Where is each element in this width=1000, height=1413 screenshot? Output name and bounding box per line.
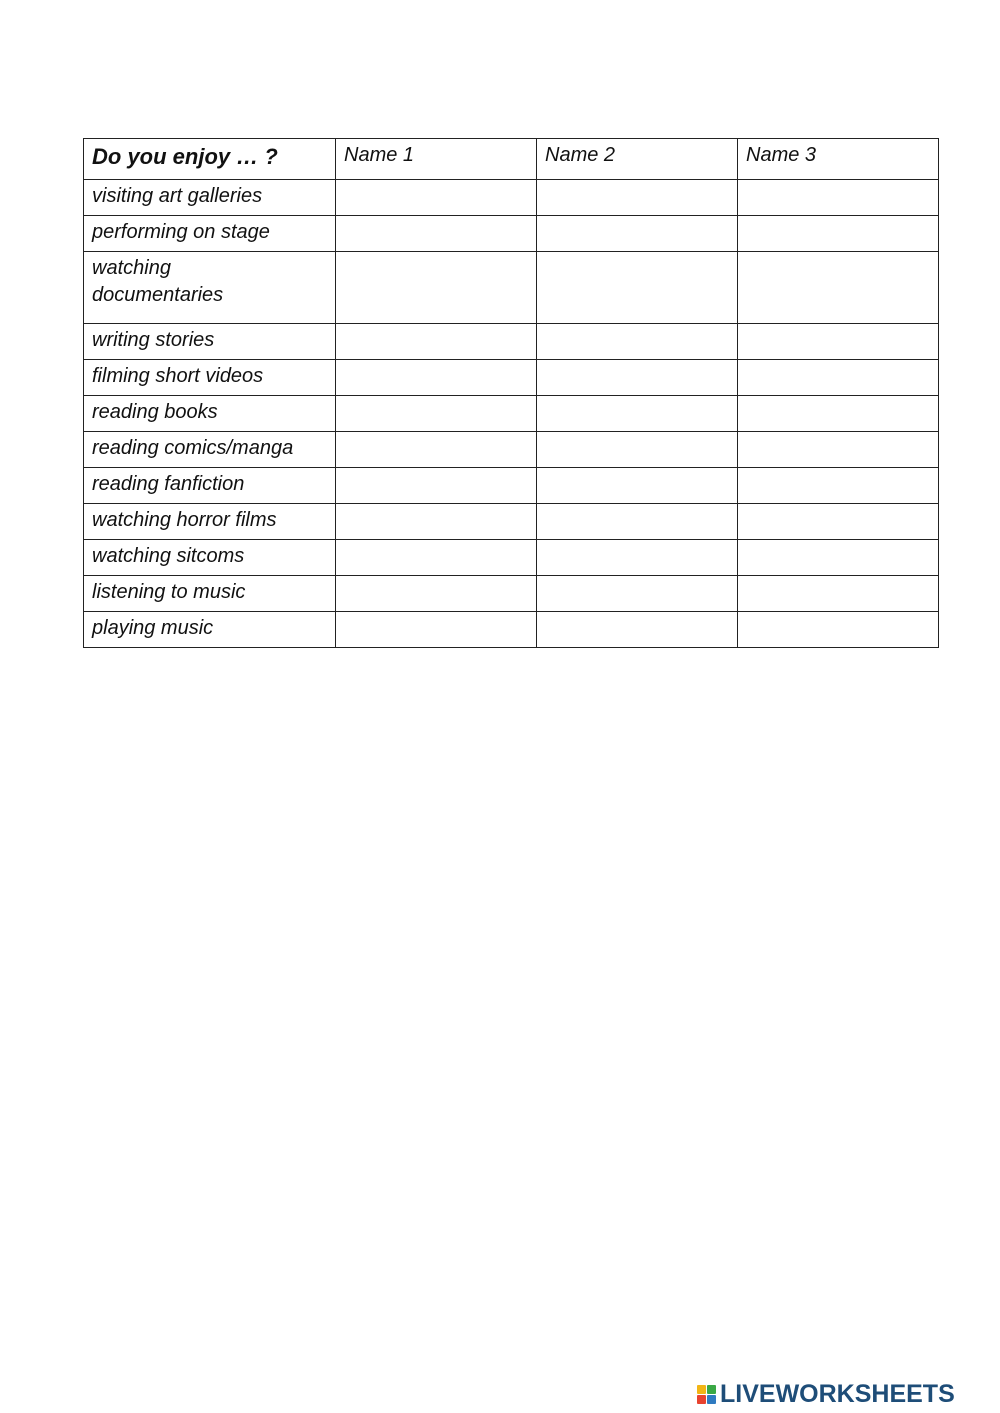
activity-cell: watching horror films — [84, 504, 336, 540]
answer-cell-name-3[interactable] — [738, 396, 939, 432]
activity-cell: performing on stage — [84, 216, 336, 252]
answer-cell-name-3[interactable] — [738, 612, 939, 648]
survey-table — [83, 138, 939, 648]
table-row — [84, 612, 939, 648]
table-row — [84, 576, 939, 612]
name-2-header: Name 2 — [537, 139, 738, 180]
table-row — [84, 540, 939, 576]
answer-cell-name-3[interactable] — [738, 324, 939, 360]
activity-cell: reading comics/manga — [84, 432, 336, 468]
answer-cell-name-2[interactable] — [537, 360, 738, 396]
answer-cell-name-1[interactable] — [336, 432, 537, 468]
answer-cell-name-3[interactable] — [738, 432, 939, 468]
table-row — [84, 468, 939, 504]
answer-cell-name-3[interactable] — [738, 252, 939, 324]
liveworksheets-logo-icon — [697, 1385, 716, 1404]
answer-cell-name-1[interactable] — [336, 612, 537, 648]
answer-cell-name-1[interactable] — [336, 324, 537, 360]
answer-cell-name-2[interactable] — [537, 180, 738, 216]
activity-cell: reading fanfiction — [84, 468, 336, 504]
table-row — [84, 252, 939, 324]
answer-cell-name-1[interactable] — [336, 360, 537, 396]
answer-cell-name-1[interactable] — [336, 216, 537, 252]
table-row — [84, 504, 939, 540]
answer-cell-name-3[interactable] — [738, 216, 939, 252]
activity-cell: writing stories — [84, 324, 336, 360]
activity-cell: listening to music — [84, 576, 336, 612]
header-row — [84, 139, 939, 180]
table-row — [84, 360, 939, 396]
activity-cell: visiting art galleries — [84, 180, 336, 216]
answer-cell-name-3[interactable] — [738, 576, 939, 612]
answer-cell-name-1[interactable] — [336, 396, 537, 432]
answer-cell-name-3[interactable] — [738, 540, 939, 576]
logo-text: LIVEWORKSHEETS — [720, 1379, 955, 1408]
answer-cell-name-1[interactable] — [336, 540, 537, 576]
answer-cell-name-1[interactable] — [336, 252, 537, 324]
answer-cell-name-1[interactable] — [336, 504, 537, 540]
question-header: Do you enjoy … ? — [84, 139, 336, 180]
name-3-header: Name 3 — [738, 139, 939, 180]
answer-cell-name-2[interactable] — [537, 432, 738, 468]
activity-cell: reading books — [84, 396, 336, 432]
answer-cell-name-2[interactable] — [537, 252, 738, 324]
table-row — [84, 324, 939, 360]
answer-cell-name-2[interactable] — [537, 504, 738, 540]
answer-cell-name-2[interactable] — [537, 540, 738, 576]
activity-cell: watching sitcoms — [84, 540, 336, 576]
table-row — [84, 180, 939, 216]
table-row — [84, 216, 939, 252]
answer-cell-name-3[interactable] — [738, 360, 939, 396]
table-row — [84, 432, 939, 468]
answer-cell-name-2[interactable] — [537, 396, 738, 432]
answer-cell-name-2[interactable] — [537, 468, 738, 504]
answer-cell-name-3[interactable] — [738, 504, 939, 540]
answer-cell-name-1[interactable] — [336, 576, 537, 612]
activity-cell: playing music — [84, 612, 336, 648]
answer-cell-name-1[interactable] — [336, 468, 537, 504]
table-row — [84, 396, 939, 432]
answer-cell-name-1[interactable] — [336, 180, 537, 216]
answer-cell-name-2[interactable] — [537, 576, 738, 612]
answer-cell-name-3[interactable] — [738, 180, 939, 216]
answer-cell-name-2[interactable] — [537, 216, 738, 252]
activity-cell: filming short videos — [84, 360, 336, 396]
answer-cell-name-2[interactable] — [537, 324, 738, 360]
answer-cell-name-2[interactable] — [537, 612, 738, 648]
answer-cell-name-3[interactable] — [738, 468, 939, 504]
activity-cell: watching documentaries — [84, 252, 336, 324]
name-1-header: Name 1 — [336, 139, 537, 180]
liveworksheets-logo — [697, 1380, 955, 1408]
